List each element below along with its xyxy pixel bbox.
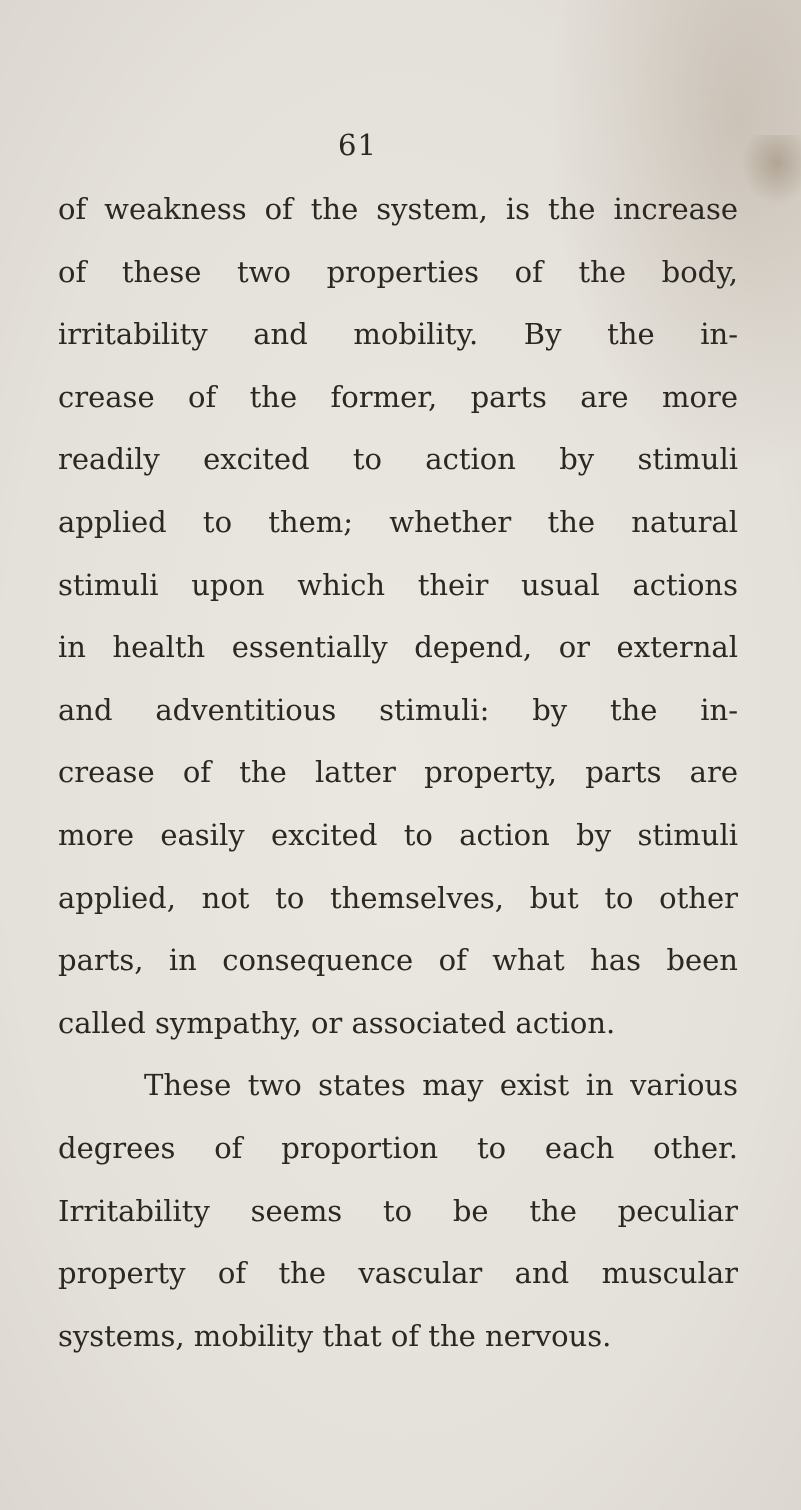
text-line: of weakness of the system, is the increase bbox=[58, 192, 738, 226]
text-line: systems, mobility that of the nervous. bbox=[58, 1318, 612, 1353]
text-line: in health essentially depend, or external bbox=[58, 630, 738, 665]
text-line: irritability and mobility. By the in- bbox=[58, 317, 738, 352]
text-line: stimuli upon which their usual actions bbox=[58, 567, 738, 602]
text-line: applied, not to themselves, but to other bbox=[58, 880, 738, 915]
text-line: applied to them; whether the natural bbox=[58, 504, 738, 539]
text-line: Irritability seems to be the peculiar bbox=[58, 1193, 738, 1228]
text-line: called sympathy, or associated action. bbox=[58, 1005, 616, 1040]
text-line: crease of the latter property, parts are bbox=[58, 755, 738, 790]
text-line: property of the vascular and muscular bbox=[58, 1256, 738, 1291]
text-line: parts, in consequence of what has been bbox=[58, 943, 738, 978]
text-line: more easily excited to action by stimuli bbox=[58, 817, 738, 852]
paragraph-start-line: These two states may exist in various bbox=[144, 1068, 738, 1103]
text-line: and adventitious stimuli: by the in- bbox=[58, 692, 738, 727]
body-text bbox=[58, 178, 738, 1367]
page-number: 61 bbox=[338, 128, 377, 162]
paper-stain bbox=[741, 135, 801, 205]
text-line: degrees of proportion to each other. bbox=[58, 1130, 738, 1165]
text-line: readily excited to action by stimuli bbox=[58, 442, 738, 477]
text-line: crease of the former, parts are more bbox=[58, 379, 738, 414]
text-line: of these two properties of the body, bbox=[58, 254, 738, 289]
